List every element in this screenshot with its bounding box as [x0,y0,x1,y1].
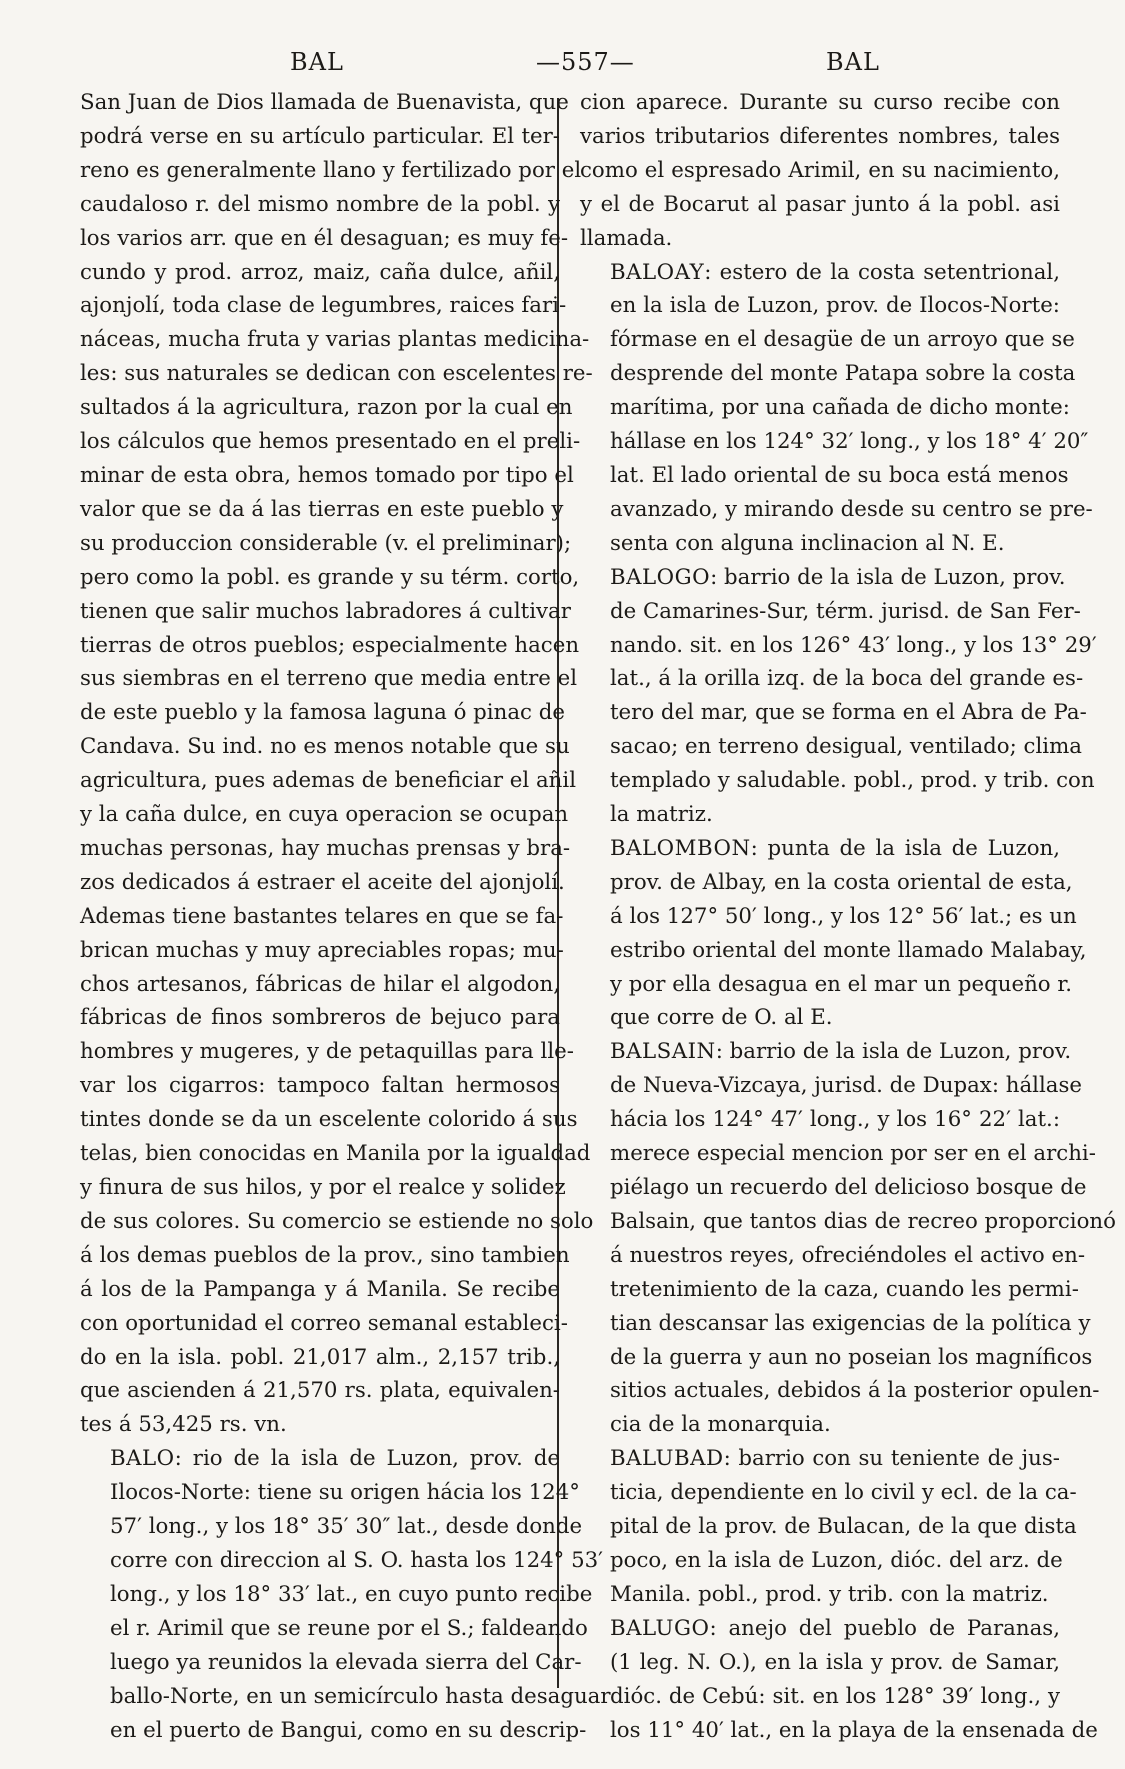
text-line: templado y saludable. pobl., prod. y trib. con [610,768,1095,794]
text-line: : barrio de la isla de Luzon, prov. [715,1039,1072,1065]
text-line: : rio de la isla de Luzon, prov. de [174,1446,560,1472]
text-line: : punta de la isla de Luzon, [750,835,1060,861]
text-line: chos artesanos, fábricas de hilar el algodon, [80,971,560,997]
text-line: los varios arr. que en él desaguan; es muy fe- [80,225,569,251]
text-line: Ademas tiene bastantes telares en que se fa- [80,903,564,929]
text-line: en la isla de Luzon, prov. de Ilocos-Norte: [610,293,1060,319]
text-line: á los de la Pampanga y á Manila. Se recibe [80,1276,560,1302]
text-line: ajonjolí, toda clase de legumbres, raices fari- [80,293,567,319]
headword-balubad: BALUBAD [610,1446,724,1472]
text-line: San Juan de Dios llamada de Buenavista, que [80,90,569,115]
text-line: pero como la pobl. es grande y su térm. corto, [80,564,580,590]
text-line: Ilocos-Norte: tiene su origen hácia los 124° [110,1480,580,1506]
text-line: y la caña dulce, en cuya operacion se ocupan [80,802,569,828]
text-line: tintes donde se da un escelente colorido á sus [80,1107,578,1133]
entry-balo [80,1442,611,1747]
text-line: valor que se da á las tierras en este pueblo y [80,496,564,522]
text-line: de sus colores. Su comercio se estiende no solo [80,1208,594,1234]
text-line: dióc. de Cebú: sit. en los 128° 39′ long., y [610,1683,1060,1709]
text-line: tes á 53,425 rs. vn. [80,1412,287,1438]
headword-balogo: BALOGO [610,564,711,590]
headword-balo: BALO [110,1446,175,1472]
text-line: muchas personas, hay muchas prensas y bra- [80,835,571,861]
text-line: nando. sit. en los 126° 43′ long., y los 13° 29′ [610,632,1097,658]
text-line: los 11° 40′ lat., en la playa de la ensenada de [610,1717,1098,1743]
text-line: fórmase en el desagüe de un arroyo que se [610,327,1075,353]
text-line: tian descansar las exigencias de la política y [610,1310,1091,1336]
text-line: y finura de sus hilos, y por el realce y solidez [80,1175,566,1200]
text-line: hácia los 124° 47′ long., y los 16° 22′ lat.: [610,1107,1060,1133]
text-line: piélago un recuerdo del delicioso bosque de [610,1175,1087,1200]
entry-first-line [580,832,1060,866]
header-right: BAL [826,48,880,76]
text-line: de este pueblo y la famosa laguna ó pinac de [80,700,565,726]
text-line: á los demas pueblos de la prov., sino tambien [80,1242,570,1268]
text-line: pital de la prov. de Bulacan, de la que dista [610,1514,1077,1540]
text-line: merece especial mencion por ser en el archi- [610,1141,1096,1167]
text-line: desprende del monte Patapa sobre la costa [610,361,1076,387]
text-line: cundo y prod. arroz, maiz, caña dulce, añil, [80,259,560,285]
text-line: á nuestros reyes, ofreciéndoles el activo en- [610,1242,1086,1268]
text-line: tienen que salir muchos labradores á cultivar [80,598,571,624]
header-left: BAL [290,48,344,76]
text-line: hállase en los 124° 32′ long., y los 18° 4′ 20″ [610,429,1089,455]
text-line: el r. Arimil que se reune por el S.; faldeando [110,1615,588,1641]
text-line: de la guerra y aun no poseian los magníficos [610,1344,1093,1370]
text-line: luego ya reunidos la elevada sierra del Car- [110,1649,582,1675]
text-line: como el espresado Arimil, en su nacimiento, [580,157,1060,183]
text-line: poco, en la isla de Luzon, dióc. del arz. de [610,1547,1063,1573]
text-line: do en la isla. pobl. 21,017 alm., 2,157 trib., [80,1344,560,1370]
text-line: reno es generalmente llano y fertilizado por el [80,157,582,183]
headword-balugo: BALUGO [610,1615,710,1641]
entry-first-line [580,561,1066,595]
text-line: cion aparece. Durante su curso recibe con [580,90,1060,115]
paragraph-san-juan [80,86,594,1442]
text-line: senta con alguna inclinacion al N. E. [610,530,1005,556]
text-line: marítima, por una cañada de dicho monte: [610,395,1070,421]
text-line: corre con direccion al S. O. hasta los 124° 53′ [110,1547,604,1573]
text-line: tierras de otros pueblos; especialmente hacen [80,632,580,658]
text-line: de Nueva-Vizcaya, jurisd. de Dupax: hállase [610,1073,1083,1099]
text-line: ticia, dependiente en lo civil y ecl. de la ca- [610,1480,1077,1506]
text-line: náceas, mucha fruta y varias plantas medicina- [80,327,590,353]
text-line: : barrio de la isla de Luzon, prov. [710,564,1066,590]
text-line: sitios actuales, debidos á la posterior opulen- [610,1378,1100,1404]
entry-balogo [580,561,1097,832]
text-line: Candava. Su ind. no es menos notable que su [80,734,570,760]
entry-first-line [580,1612,1060,1646]
entry-balombon [580,832,1087,1035]
text-line: ballo-Norte, en un semicírculo hasta desaguar [110,1683,611,1709]
entry-balubad [580,1442,1077,1612]
text-line: Manila. pobl., prod. y trib. con la matriz. [610,1581,1049,1607]
text-line: : anejo del pueblo de Paranas, [709,1615,1060,1641]
text-line: prov. de Albay, en la costa oriental de esta, [610,869,1073,895]
entry-balugo [580,1612,1098,1748]
text-line: lat. El lado oriental de su boca está menos [610,462,1069,488]
text-line: brican muchas y muy apreciables ropas; mu- [80,937,564,963]
text-line: su produccion considerable (v. el preliminar); [80,530,572,556]
text-line: long., y los 18° 33′ lat., en cuyo punto recibe [110,1581,593,1607]
text-line: con oportunidad el correo semanal estableci- [80,1310,568,1336]
text-line: 57′ long., y los 18° 35′ 30″ lat., desde donde [110,1514,583,1540]
text-line: fábricas de finos sombreros de bejuco para [80,1005,560,1031]
page-number: —557— [536,48,635,76]
text-line: tretenimiento de la caza, cuando les permi- [610,1276,1079,1302]
text-line: minar de esta obra, hemos tomado por tipo el [80,462,574,488]
headword-baloay: BALOAY [610,259,705,285]
text-line: y por ella desagua en el mar un pequeño r. [610,971,1073,997]
text-line: la matriz. [610,802,713,828]
entry-first-line [580,1035,1072,1069]
text-line: hombres y mugeres, y de petaquillas para lle- [80,1039,574,1065]
entry-continuation [580,86,1060,256]
text-line: var los cigarros: tampoco faltan hermosos [80,1073,560,1099]
text-line: de Camarines-Sur, térm. jurisd. de San Fer- [610,598,1081,624]
text-line: llamada. [580,225,673,251]
text-line: (1 leg. N. O.), en la isla y prov. de Samar, [610,1649,1060,1675]
headword-balombon: BALOMBON [610,835,751,861]
headword-balsain: BALSAIN [610,1039,716,1065]
text-line: telas, bien conocidas en Manila por la igualdad [80,1141,591,1167]
left-column [80,86,611,1747]
text-line: avanzado, y mirando desde su centro se pre- [610,496,1093,522]
text-line: cia de la monarquia. [610,1412,831,1438]
text-line: y el de Bocarut al pasar junto á la pobl. asi [580,191,1060,217]
text-line: : estero de la costa setentrional, [704,259,1060,285]
text-line: en el puerto de Bangui, como en su descrip- [110,1717,587,1743]
text-line: lat., á la orilla izq. de la boca del grande es- [610,666,1084,692]
entry-first-line [580,1442,1060,1476]
text-line: los cálculos que hemos presentado en el preli- [80,429,581,455]
text-line: agricultura, pues ademas de beneficiar el añil [80,768,577,794]
entry-first-line [580,256,1060,290]
text-line: tero del mar, que se forma en el Abra de Pa- [610,700,1087,726]
text-line: : barrio con su teniente de jus- [723,1446,1060,1472]
text-line: sacao; en terreno desigual, ventilado; clima [610,734,1082,760]
entry-first-line [80,1442,560,1476]
text-line: que corre de O. al E. [610,1005,833,1031]
text-line: varios tributarios diferentes nombres, tales [580,123,1060,149]
text-line: podrá verse en su artículo particular. El ter- [80,123,560,149]
text-line: Balsain, que tantos dias de recreo proporcionó [610,1208,1116,1234]
text-line: estribo oriental del monte llamado Malabay, [610,937,1087,963]
entry-balsain [580,1035,1116,1442]
text-line: que ascienden á 21,570 rs. plata, equivalen- [80,1378,560,1404]
text-line: zos dedicados á estraer el aceite del ajonjolí. [80,869,565,895]
entry-baloay [580,256,1093,561]
text-line: caudaloso r. del mismo nombre de la pobl. y [80,191,560,217]
text-line: les: sus naturales se dedican con escelentes re- [80,361,593,387]
text-line: sultados á la agricultura, razon por la cual en [80,395,573,421]
right-column [580,86,1116,1747]
running-header [0,40,1125,80]
text-line: sus siembras en el terreno que media entre el [80,666,578,692]
text-line: á los 127° 50′ long., y los 12° 56′ lat.; es un [610,903,1077,929]
